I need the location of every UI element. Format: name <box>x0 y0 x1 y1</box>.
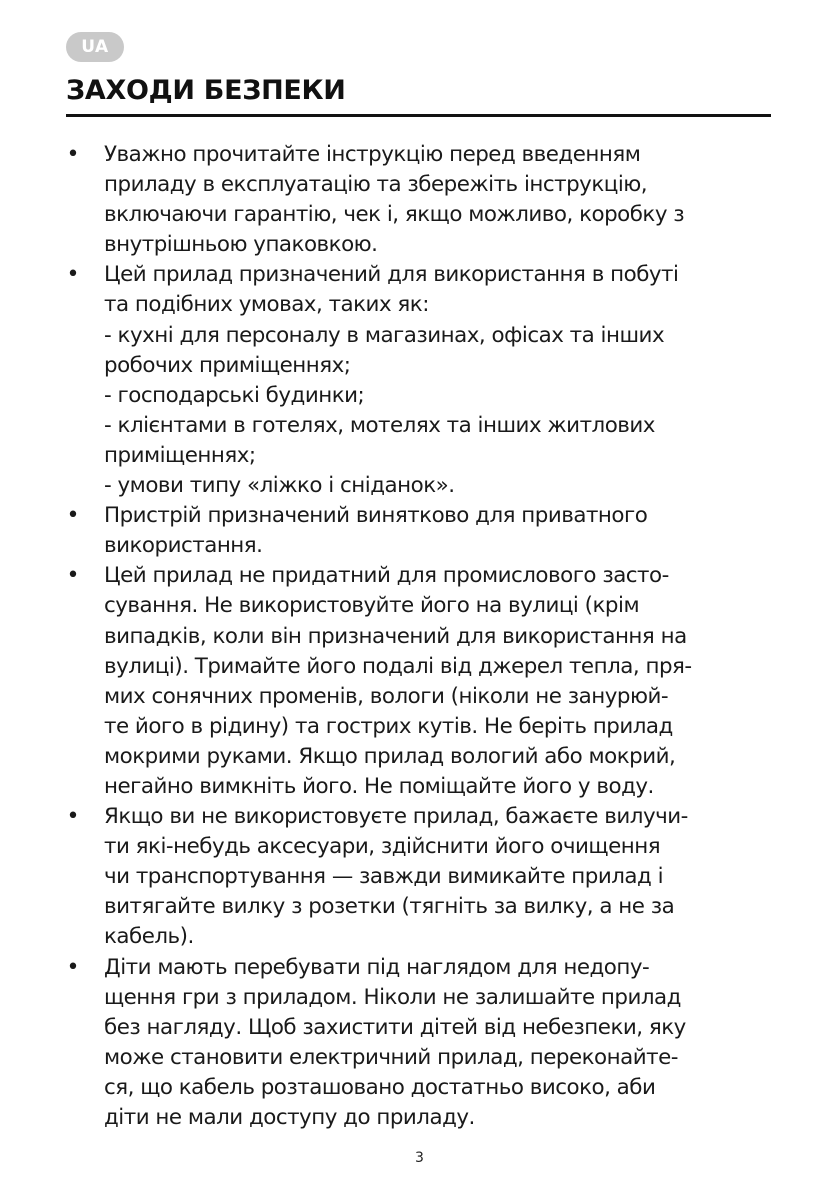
list-item-text-line: Уважно прочитайте інструкцію перед введенням <box>104 142 641 167</box>
list-item-text-line: Цей прилад призначений для використання в побуті <box>104 262 679 288</box>
list-item-text-line: щення гри з приладом. Ніколи не залишайте прилад <box>104 984 681 1010</box>
list-item-text-line: випадків, коли він призначений для використання на <box>104 623 687 649</box>
list-item-text-line: робочих приміщеннях; <box>104 352 351 378</box>
list-item-text-line: ти які-небудь аксесуари, здійснити його очищення <box>104 834 661 860</box>
list-item <box>66 953 771 1134</box>
language-badge: UA <box>66 32 124 62</box>
bullet-dot-icon: • <box>66 563 80 589</box>
safety-instructions-list <box>66 140 771 1133</box>
list-item-text-line: без нагляду. Щоб захистити дітей від небезпеки, яку <box>104 1014 686 1040</box>
list-item <box>66 501 771 561</box>
bullet-dot-icon: • <box>66 262 80 288</box>
list-item-text-line: - господарські будинки; <box>104 382 365 408</box>
list-item-text-line: сування. Не використовуйте його на вулиці (крім <box>104 593 640 619</box>
list-item-text-line: витягайте вилку з розетки (тягніть за вилку, а не за <box>104 894 675 920</box>
list-item <box>66 260 771 501</box>
list-item-text-line: - кухні для персоналу в магазинах, офісах та інших <box>104 322 665 348</box>
bullet-dot-icon: • <box>66 503 80 529</box>
list-item-text-line: кабель). <box>104 924 194 950</box>
page-title: ЗАХОДИ БЕЗПЕКИ <box>66 75 346 106</box>
list-item-text-line: те його в рідину) та гострих кутів. Не беріть прилад <box>104 713 673 739</box>
list-item-text-line: та подібних умовах, таких як: <box>104 292 429 318</box>
list-item-text-line: - клієнтами в готелях, мотелях та інших житлових <box>104 412 655 438</box>
page-number: 3 <box>415 1150 424 1166</box>
list-item-text-line: чи транспортування — завжди вимикайте прилад і <box>104 864 664 890</box>
list-item-text-line: Цей прилад не придатний для промислового засто- <box>104 563 669 589</box>
bullet-dot-icon: • <box>66 142 80 167</box>
list-item-text-line: діти не мали доступу до приладу. <box>104 1105 475 1130</box>
list-item-text-line: використання. <box>104 533 263 559</box>
list-item <box>66 802 771 952</box>
list-item-text-line: мокрими руками. Якщо прилад вологий або мокрий, <box>104 743 676 769</box>
list-item-text-line: Діти мають перебувати під наглядом для недопу- <box>104 954 650 980</box>
list-item-text-line: включаючи гарантію, чек і, якщо можливо, коробку з <box>104 202 685 228</box>
list-item-text-line: приміщеннях; <box>104 442 256 468</box>
list-item-text-line: негайно вимкніть його. Не поміщайте його у воду. <box>104 773 654 799</box>
list-item-text-line: ся, що кабель розташовано достатньо високо, аби <box>104 1074 656 1100</box>
list-item-text-line: мих сонячних променів, вологи (ніколи не занурюй- <box>104 683 669 709</box>
list-item-text-line: Пристрій призначений винятково для приватного <box>104 503 648 529</box>
list-item-text-line: вулиці). Тримайте його подалі від джерел тепла, пря- <box>104 653 692 679</box>
bullet-dot-icon: • <box>66 954 80 980</box>
bullet-dot-icon: • <box>66 804 80 830</box>
list-item-text-line: приладу в експлуатацію та збережіть інструкцію, <box>104 172 648 198</box>
list-item <box>66 140 771 260</box>
list-item-text-line: Якщо ви не використовуєте прилад, бажаєте вилучи- <box>104 804 688 830</box>
list-item-text-line: - умови типу «ліжко і сніданок». <box>104 473 455 499</box>
list-item-text-line: внутрішньою упаковкою. <box>104 232 378 258</box>
title-divider <box>66 114 771 117</box>
list-item-text-line: може становити електричний прилад, переконайте- <box>104 1044 678 1070</box>
list-item <box>66 561 771 802</box>
